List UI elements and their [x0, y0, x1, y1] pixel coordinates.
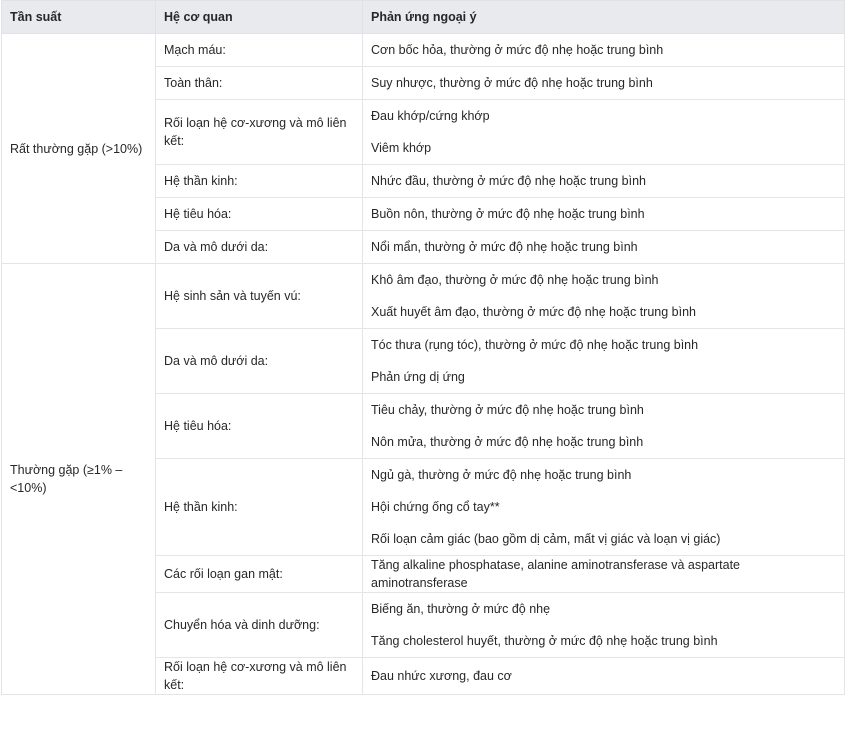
reaction-item: Xuất huyết âm đạo, thường ở mức độ nhẹ hoặc trung bình — [371, 305, 696, 319]
table-body — [2, 34, 845, 695]
reaction-item: Rối loạn cảm giác (bao gồm dị cảm, mất vị giác và loạn vị giác) — [371, 532, 721, 546]
reaction-item: Đau nhức xương, đau cơ — [371, 669, 512, 683]
reaction-item: Buồn nôn, thường ở mức độ nhẹ hoặc trung bình — [371, 207, 645, 221]
reaction-item: Tăng alkaline phosphatase, alanine aminotransferase và aspartate aminotransferase — [371, 558, 740, 590]
reaction-item: Hội chứng ống cổ tay** — [371, 500, 500, 514]
reaction-cell — [363, 593, 845, 658]
reaction-cell — [363, 67, 845, 100]
table-row — [2, 264, 845, 329]
organ-system-cell: Các rối loạn gan mật: — [156, 556, 363, 593]
reaction-item: Nhức đầu, thường ở mức độ nhẹ hoặc trung bình — [371, 174, 646, 188]
organ-system-cell: Mạch máu: — [156, 34, 363, 67]
adverse-reactions-table — [1, 0, 845, 695]
reaction-cell — [363, 100, 845, 165]
header-organ-system: Hệ cơ quan — [156, 1, 363, 34]
reaction-cell — [363, 658, 845, 695]
organ-system-cell: Hệ sinh sản và tuyến vú: — [156, 264, 363, 329]
reaction-cell — [363, 165, 845, 198]
header-row — [2, 1, 845, 34]
table-row — [2, 34, 845, 67]
organ-system-cell: Hệ thần kinh: — [156, 459, 363, 556]
organ-system-cell: Rối loạn hệ cơ-xương và mô liên kết: — [156, 100, 363, 165]
organ-system-cell: Da và mô dưới da: — [156, 329, 363, 394]
reaction-item: Tăng cholesterol huyết, thường ở mức độ nhẹ hoặc trung bình — [371, 634, 718, 648]
organ-system-cell: Chuyển hóa và dinh dưỡng: — [156, 593, 363, 658]
reaction-item: Khô âm đạo, thường ở mức độ nhẹ hoặc trung bình — [371, 273, 659, 287]
reaction-item: Tóc thưa (rụng tóc), thường ở mức độ nhẹ hoặc trung bình — [371, 338, 699, 352]
reaction-cell — [363, 556, 845, 593]
organ-system-cell: Hệ tiêu hóa: — [156, 198, 363, 231]
reaction-cell — [363, 231, 845, 264]
reaction-cell — [363, 459, 845, 556]
reaction-cell — [363, 394, 845, 459]
reaction-cell — [363, 329, 845, 394]
organ-system-cell: Toàn thân: — [156, 67, 363, 100]
organ-system-cell: Hệ thần kinh: — [156, 165, 363, 198]
reaction-item: Nôn mửa, thường ở mức độ nhẹ hoặc trung bình — [371, 435, 644, 449]
reaction-item: Nổi mẩn, thường ở mức độ nhẹ hoặc trung bình — [371, 240, 638, 254]
reaction-cell — [363, 264, 845, 329]
reaction-item: Tiêu chảy, thường ở mức độ nhẹ hoặc trung bình — [371, 403, 644, 417]
header-adverse-reaction: Phản ứng ngoại ý — [363, 1, 845, 34]
reaction-cell — [363, 34, 845, 67]
reaction-item: Phản ứng dị ứng — [371, 370, 465, 384]
reaction-item: Viêm khớp — [371, 141, 432, 155]
organ-system-cell: Hệ tiêu hóa: — [156, 394, 363, 459]
header-frequency: Tần suất — [2, 1, 156, 34]
reaction-item: Cơn bốc hỏa, thường ở mức độ nhẹ hoặc trung bình — [371, 43, 664, 57]
reaction-item: Ngủ gà, thường ở mức độ nhẹ hoặc trung bình — [371, 468, 632, 482]
reaction-item: Suy nhược, thường ở mức độ nhẹ hoặc trung bình — [371, 76, 653, 90]
reaction-item: Đau khớp/cứng khớp — [371, 109, 490, 123]
reaction-item: Biếng ăn, thường ở mức độ nhẹ — [371, 602, 551, 616]
organ-system-cell: Da và mô dưới da: — [156, 231, 363, 264]
frequency-cell: Rất thường gặp (>10%) — [2, 34, 156, 264]
reaction-cell — [363, 198, 845, 231]
organ-system-cell: Rối loạn hệ cơ-xương và mô liên kết: — [156, 658, 363, 695]
frequency-cell: Thường gặp (≥1% – <10%) — [2, 264, 156, 695]
